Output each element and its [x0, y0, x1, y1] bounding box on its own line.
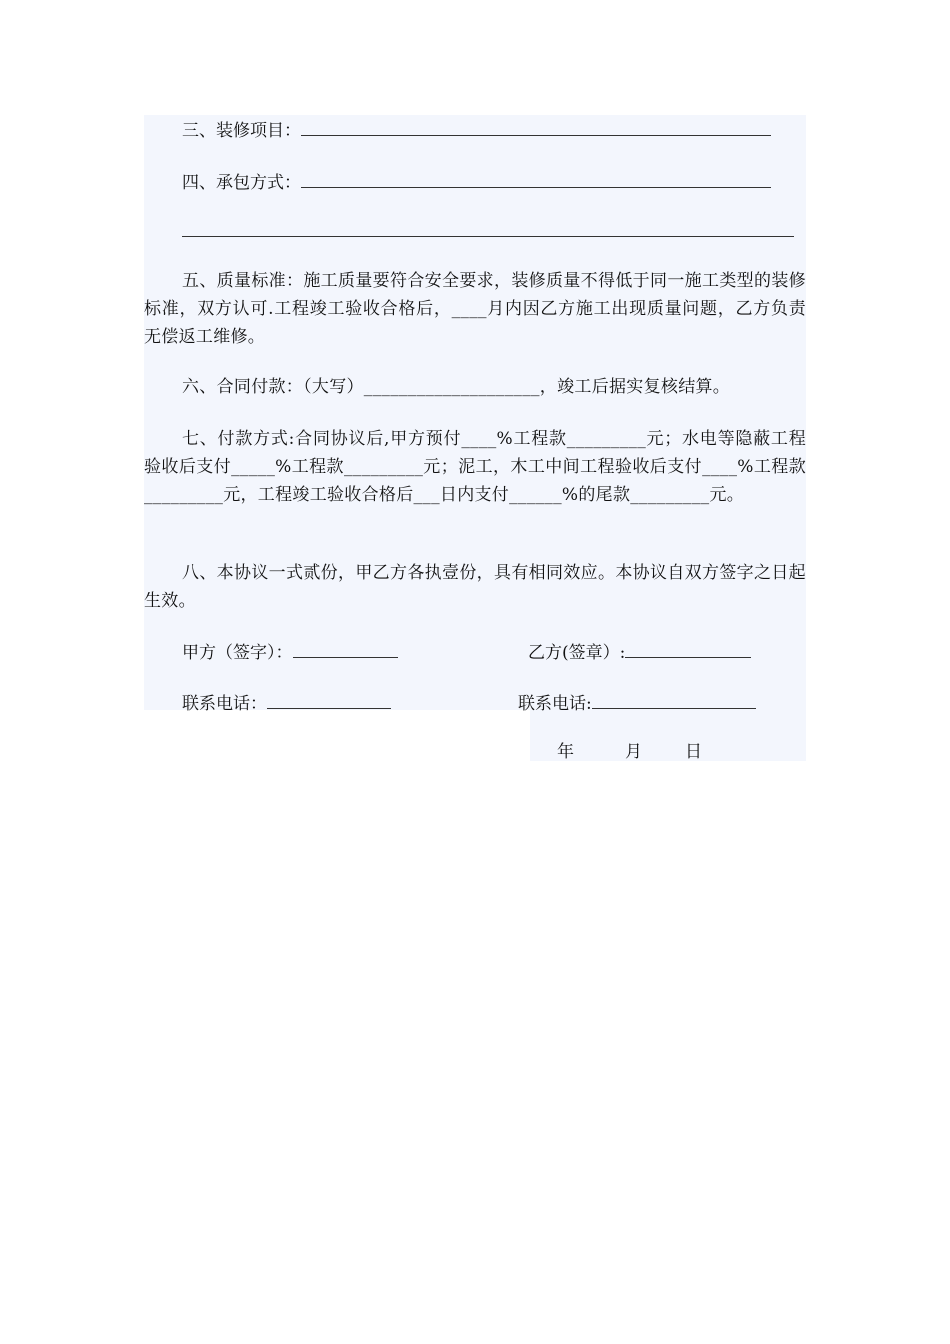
item-6-paragraph: 六、合同付款：（大写）____________________，竣工后据实复核结算。 — [182, 377, 731, 397]
date-month: 月 — [625, 742, 642, 762]
item-4-continuation-line — [182, 236, 794, 237]
item-5-paragraph: 五、质量标准：施工质量要符合安全要求，装修质量不得低于同一施工类型的装修标准，双方认可.工程竣工验收合格后，____月内因乙方施工出现质量问题，乙方负责无偿返工维修。 — [144, 271, 806, 347]
item-3-blank — [301, 115, 771, 136]
phone-b-label: 联系电话: — [518, 694, 592, 714]
phone-a — [182, 688, 391, 718]
party-a-label: 甲方（签字）： — [182, 643, 293, 663]
item-4-blank — [301, 167, 771, 188]
item-3-row — [182, 115, 771, 145]
item-4-row — [182, 167, 771, 197]
item-8-paragraph: 八、本协议一式贰份，甲乙方各执壹份，具有相同效应。本协议自双方签字之日起生效。 — [144, 563, 806, 611]
phone-a-label: 联系电话： — [182, 694, 267, 714]
shaded-background — [144, 115, 806, 710]
date-row — [557, 738, 702, 766]
date-day: 日 — [685, 742, 702, 762]
phone-b — [518, 688, 756, 718]
party-a-signature — [182, 637, 398, 667]
party-b-label: 乙方(签章）: — [528, 643, 626, 663]
party-a-blank — [293, 637, 398, 658]
party-b-signature — [528, 637, 751, 667]
party-b-blank — [625, 637, 751, 658]
item-3-label: 三、装修项目： — [182, 121, 301, 141]
item-7-paragraph: 七、付款方式:合同协议后,甲方预付____%工程款_________元；水电等隐蔽工程验收后支付_____%工程款_________元；泥工，木工中间工程验收后支付____%工程款_________元，工程竣工验收合格后___日内支付______%的尾款_________元。 — [144, 429, 806, 505]
phone-b-blank — [592, 688, 756, 709]
item-4-label: 四、承包方式： — [182, 173, 301, 193]
phone-a-blank — [267, 688, 391, 709]
date-year: 年 — [557, 742, 574, 762]
